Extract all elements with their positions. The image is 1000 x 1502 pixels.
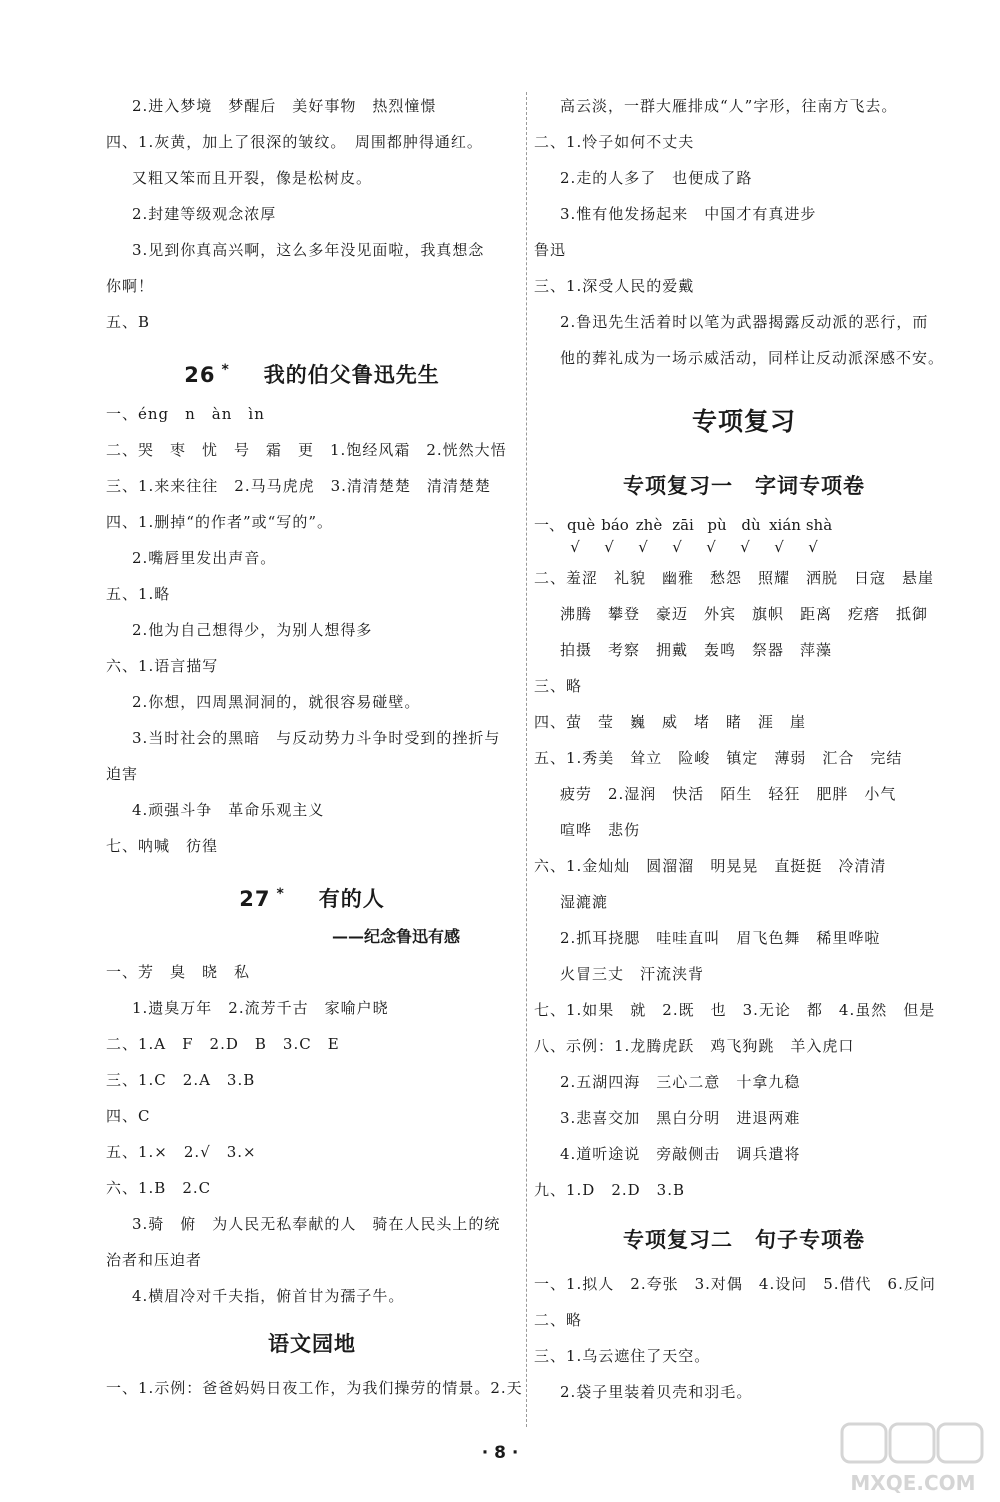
garden-heading: 语文园地 (268, 1332, 356, 1356)
answer-line: 又粗又笨而且开裂，像是松树皮。 (132, 169, 373, 187)
answer-line: 2.抓耳挠腮 哇哇直叫 眉飞色舞 稀里哗啦 (560, 929, 881, 947)
answer-block (534, 88, 954, 376)
answer-line: 湿漉漉 (560, 893, 609, 911)
answer-line: 五、1.略 (106, 585, 171, 603)
pinyin-item: zāi (672, 516, 694, 534)
answer-line: 三、1.来来往往 2.马马虎虎 3.清清楚楚 清清楚楚 (106, 477, 491, 495)
check-mark: √ (672, 538, 682, 556)
answer-line: 2.嘴唇里发出声音。 (132, 549, 277, 567)
pinyin-item: báo (601, 516, 629, 534)
answer-line: 九、1.D 2.D 3.B (534, 1181, 686, 1199)
pinyin-prefix: 一、 (534, 516, 565, 534)
answer-line: 一、芳 臭 晓 私 (106, 963, 251, 981)
check-mark: √ (604, 538, 614, 556)
pinyin-item: zhè (635, 516, 663, 534)
answer-line: 2.封建等级观念浓厚 (132, 205, 277, 223)
answer-line: 鲁迅 (534, 241, 567, 259)
answer-block (534, 560, 954, 1208)
answer-line: 疲劳 2.湿润 快活 陌生 轻狂 肥胖 小气 (560, 785, 897, 803)
answer-line: 三、1.深受人民的爱戴 (534, 277, 695, 295)
answer-line: 二、哭 枣 忧 号 霜 更 1.饱经风霜 2.恍然大悟 (106, 441, 507, 459)
pinyin-item: pù (707, 516, 727, 534)
answer-line: 四、萤 莹 巍 威 堵 睹 涯 崖 (534, 713, 807, 731)
pinyin-item: shà (805, 516, 833, 534)
review-2-heading: 专项复习二 句子专项卷 (623, 1228, 865, 1252)
page-number: · 8 · (481, 1443, 519, 1463)
answer-block (106, 396, 518, 864)
lesson-27-heading (106, 868, 518, 920)
lesson-number: 26 (184, 363, 216, 387)
answer-line: 六、1.语言描写 (106, 657, 219, 675)
answer-line: 高云淡，一群大雁排成“人”字形，往南方飞去。 (560, 97, 898, 115)
lesson-title: 我的伯父鲁迅先生 (263, 363, 440, 387)
answer-line: 八、示例：1.龙腾虎跃 鸡飞狗跳 羊入虎口 (534, 1037, 855, 1055)
answer-block (106, 1370, 523, 1406)
answer-line: 3.惟有他发扬起来 中国才有真进步 (560, 205, 817, 223)
answer-line: 火冒三丈 汗流浃背 (560, 965, 705, 983)
lesson-subtitle: ——纪念鲁迅有感 (331, 927, 460, 946)
answer-line: 六、1.B 2.C (106, 1179, 212, 1197)
review-1-heading: 专项复习一 字词专项卷 (623, 474, 865, 498)
answer-line: 一、1.示例：爸爸妈妈日夜工作，为我们操劳的情景。2.天 (106, 1379, 523, 1397)
pinyin-item: xián (769, 516, 801, 534)
answer-line: 二、1.A F 2.D B 3.C E (106, 1035, 340, 1053)
answer-line: 2.鲁迅先生活着时以笔为武器揭露反动派的恶行，而 (560, 313, 929, 331)
answer-line: 四、C (106, 1107, 151, 1125)
answer-line: 三、1.C 2.A 3.B (106, 1071, 256, 1089)
answer-line: 五、B (106, 313, 151, 331)
answer-line: 三、1.乌云遮住了天空。 (534, 1347, 711, 1365)
answer-line: 4.横眉冷对千夫指，俯首甘为孺子牛。 (132, 1287, 405, 1305)
lesson-title: 有的人 (318, 887, 385, 911)
answer-line: 拍摄 考察 拥戴 轰鸣 祭器 萍藻 (560, 641, 833, 659)
pinyin-item: dù (741, 516, 761, 534)
section-heading: 专项复习 (691, 407, 796, 436)
pinyin-item: què (566, 516, 596, 534)
check-mark: √ (570, 538, 580, 556)
answer-line: 七、呐喊 彷徨 (106, 837, 219, 855)
answer-line: 一、éng n àn ìn (106, 405, 265, 423)
answer-line: 四、1.删掉“的作者”或“写的”。 (106, 513, 333, 531)
check-mark: √ (638, 538, 648, 556)
answer-line: 4.顽强斗争 革命乐观主义 (132, 801, 325, 819)
right-column (534, 88, 954, 1410)
answer-line: 七、1.如果 就 2.既 也 3.无论 都 4.虽然 但是 (534, 1001, 936, 1019)
pinyin-row (534, 512, 954, 538)
answer-line: 喧哗 悲伤 (560, 821, 641, 839)
answer-line: 3.当时社会的黑暗 与反动势力斗争时受到的挫折与 (132, 729, 501, 747)
answer-line: 二、1.怜子如何不丈夫 (534, 133, 695, 151)
answer-block (106, 88, 518, 340)
answer-line: 2.你想，四周黑洞洞的，就很容易碰壁。 (132, 693, 421, 711)
answer-line: 3.悲喜交加 黑白分明 进退两难 (560, 1109, 801, 1127)
check-mark: √ (808, 538, 818, 556)
column-divider (526, 92, 527, 1427)
answer-line: 你啊！ (106, 277, 155, 295)
answer-line: 3.骑 俯 为人民无私奉献的人 骑在人民头上的统 (132, 1215, 501, 1233)
answer-line: 四、1.灰黄，加上了很深的皱纹。 周围都肿得通红。 (106, 133, 483, 151)
watermark-logo (838, 1418, 988, 1498)
check-row (534, 538, 954, 560)
lesson-mark: * (276, 886, 285, 902)
answer-line: 他的葬礼成为一场示威活动，同样让反动派深感不安。 (560, 349, 945, 367)
svg-text:MXQE.COM: MXQE.COM (850, 1471, 976, 1495)
answer-line: 迫害 (106, 765, 139, 783)
answer-line: 三、略 (534, 677, 583, 695)
check-mark: √ (740, 538, 750, 556)
answer-line: 二、羞涩 礼貌 幽雅 愁怨 照耀 洒脱 日寇 悬崖 (534, 569, 935, 587)
answer-line: 4.道听途说 旁敲侧击 调兵遣将 (560, 1145, 801, 1163)
answer-line: 五、1.× 2.√ 3.× (106, 1143, 257, 1161)
answer-line: 1.遗臭万年 2.流芳千古 家喻户晓 (132, 999, 389, 1017)
check-mark: √ (706, 538, 716, 556)
lesson-number: 27 (239, 887, 271, 911)
answer-block (534, 1266, 954, 1410)
answer-line: 二、略 (534, 1311, 583, 1329)
answer-line: 2.走的人多了 也便成了路 (560, 169, 753, 187)
answer-line: 治者和压迫者 (106, 1251, 203, 1269)
answer-line: 3.见到你真高兴啊，这么多年没见面啦，我真想念 (132, 241, 485, 259)
answer-line: 2.袋子里装着贝壳和羽毛。 (560, 1383, 753, 1401)
check-mark: √ (774, 538, 784, 556)
lesson-26-heading (106, 344, 518, 396)
left-column (106, 88, 523, 1406)
answer-line: 2.进入梦境 梦醒后 美好事物 热烈憧憬 (132, 97, 437, 115)
answer-line: 六、1.金灿灿 圆溜溜 明晃晃 直挺挺 冷清清 (534, 857, 887, 875)
answer-block (106, 954, 518, 1314)
answer-line: 沸腾 攀登 豪迈 外宾 旗帜 距离 疙瘩 抵御 (560, 605, 929, 623)
answer-line: 2.五湖四海 三心二意 十拿九稳 (560, 1073, 801, 1091)
lesson-mark: * (221, 362, 230, 378)
answer-line: 一、1.拟人 2.夸张 3.对偶 4.设问 5.借代 6.反问 (534, 1275, 936, 1293)
answer-line: 2.他为自己想得少，为别人想得多 (132, 621, 373, 639)
answer-line: 五、1.秀美 耸立 险峻 镇定 薄弱 汇合 完结 (534, 749, 903, 767)
